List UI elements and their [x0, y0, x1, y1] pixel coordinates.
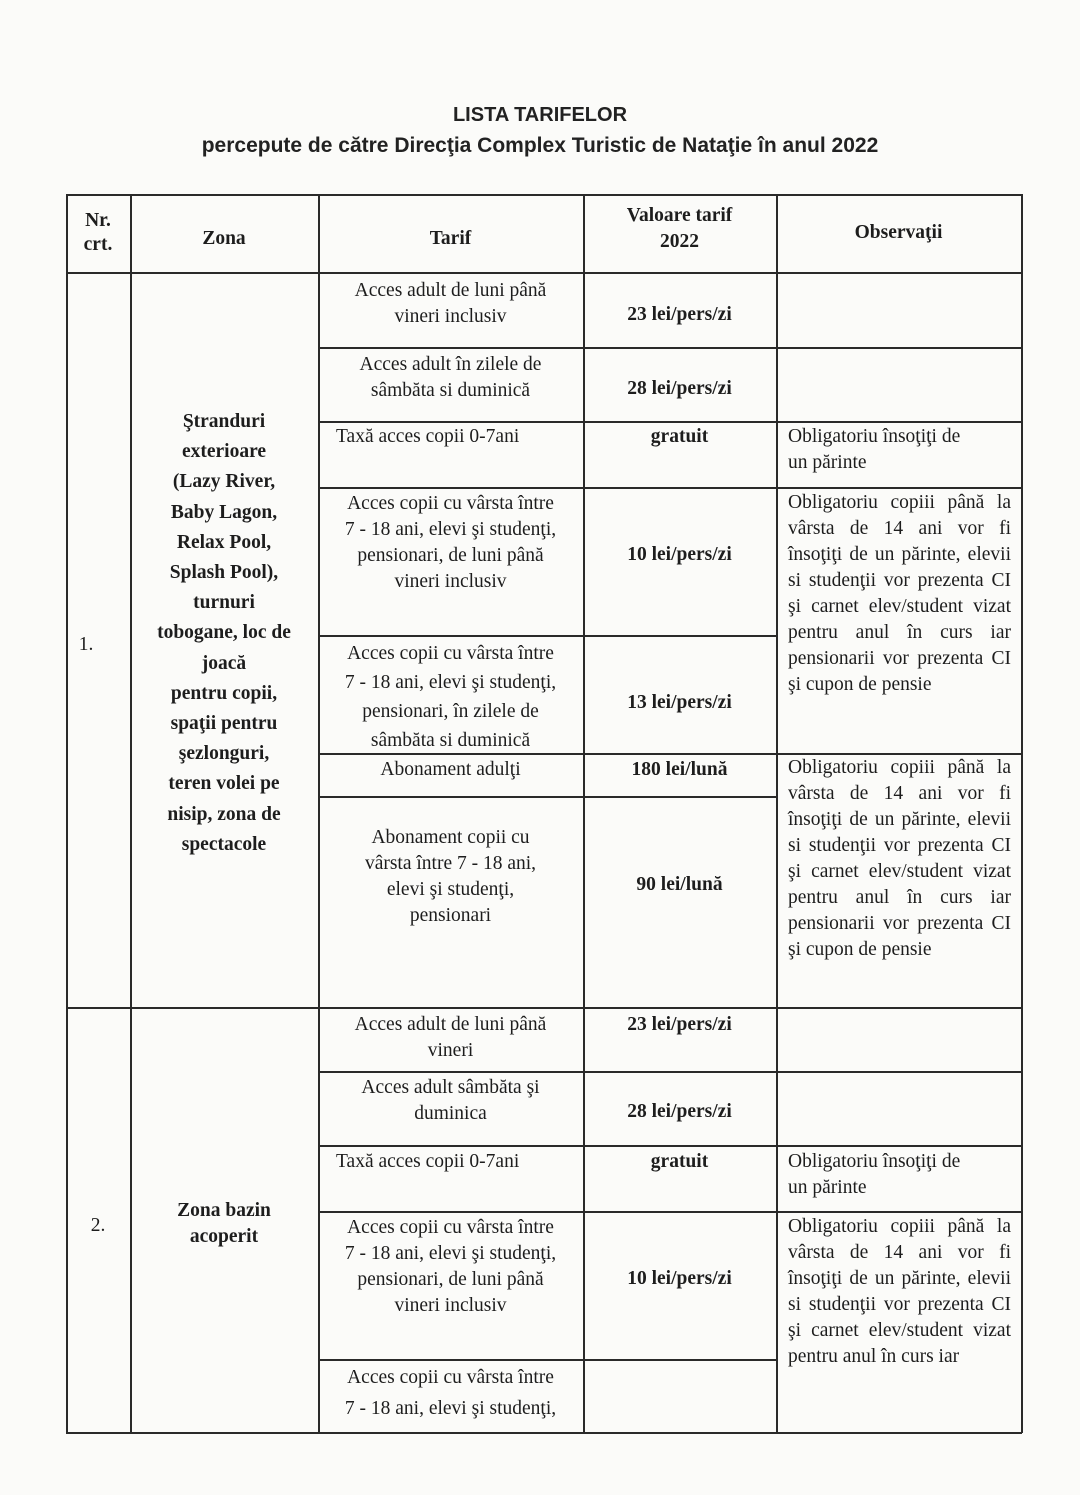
tarif-cell: Taxă acces copii 0-7ani	[336, 1151, 520, 1172]
row-line	[318, 796, 777, 798]
row-line	[318, 421, 1022, 423]
value-cell: gratuit	[650, 426, 709, 447]
zone-name-1: Ştranduri exterioare (Lazy River, Baby Lagon, Relax Pool, Splash Pool), turnuri tobogane, loc de joacă pentru copii, spaţii pentru şezlonguri, teren volei pe nisip, zona de spectacole	[157, 411, 291, 855]
header-tarif: Tarif	[429, 228, 472, 249]
value-cell: 10 lei/pers/zi	[627, 1268, 732, 1289]
observation-cell: Obligatoriu însoţiţi de un părinte	[788, 426, 961, 473]
header-nr: Nr. crt.	[83, 210, 113, 255]
header-observatii: Observaţii	[854, 222, 943, 243]
row-line	[318, 1359, 777, 1361]
value-cell: 23 lei/pers/zi	[627, 1014, 732, 1035]
value-cell: 180 lei/lună	[631, 759, 728, 780]
tarif-cell: Acces adult de luni până vineri inclusiv	[354, 280, 547, 327]
row-number-1: 1.	[78, 634, 94, 655]
observation-cell: Obligatoriu însoţiţi de un părinte	[788, 1151, 961, 1198]
tarif-cell: Acces adult sâmbăta şi duminica	[361, 1077, 540, 1124]
tarif-cell: Acces adult de luni până vineri	[354, 1014, 547, 1061]
header-zona: Zona	[202, 228, 246, 249]
col-line-left	[66, 194, 68, 1433]
header-valoare: Valoare tarif 2022	[626, 205, 733, 252]
row-line	[318, 1145, 1022, 1147]
row-line	[318, 1211, 1022, 1213]
row-line	[318, 635, 777, 637]
tarif-cell: Acces copii cu vârsta între 7 - 18 ani, elevi şi studenţi, pensionari, de luni până vineri inclusiv	[344, 1217, 557, 1316]
value-cell: 23 lei/pers/zi	[627, 304, 732, 325]
table-border-bottom	[66, 1432, 1022, 1434]
tarif-cell: Acces adult în zilele de sâmbăta si duminică	[359, 354, 542, 401]
value-cell: 10 lei/pers/zi	[627, 544, 732, 565]
value-cell: 90 lei/lună	[636, 874, 723, 895]
value-cell: 28 lei/pers/zi	[627, 1101, 732, 1122]
value-cell: 13 lei/pers/zi	[627, 692, 732, 713]
row-line	[318, 487, 1022, 489]
col-line-right	[1021, 194, 1023, 1433]
document-subtitle: percepute de către Direcţia Complex Turistic de Nataţie în anul 2022	[201, 134, 879, 157]
tarif-cell: Abonament adulţi	[380, 759, 521, 780]
tarif-cell: Abonament copii cu vârsta între 7 - 18 ani, elevi şi studenţi, pensionari	[364, 827, 537, 926]
document-title: LISTA TARIFELOR	[452, 104, 628, 126]
section-divider	[66, 1007, 1022, 1009]
observation-cell: Obligatoriu copiii până la vârsta de 14 ani vor fi însoţiţi de un părinte, elevii si studenţii vor prezenta CI şi carnet elev/student vizat pentru anul în curs iar pensionarii vor prezenta CI şi cupon de pensie	[788, 492, 1011, 695]
tarif-cell: Taxă acces copii 0-7ani	[336, 426, 520, 447]
value-cell: 28 lei/pers/zi	[627, 378, 732, 399]
zone-name-2: Zona bazin acoperit	[177, 1200, 271, 1247]
value-cell: gratuit	[650, 1151, 709, 1172]
tarif-cell: Acces copii cu vârsta între 7 - 18 ani, elevi şi studenţi, pensionari, în zilele de sâmbăta si duminică	[344, 643, 557, 751]
observation-cell: Obligatoriu copiii până la vârsta de 14 ani vor fi însoţiţi de un părinte, elevii si studenţii vor prezenta CI şi carnet elev/student vizat pentru anul în curs iar pensionarii vor prezenta CI şi cupon de pensie	[788, 757, 1011, 960]
tarif-cell: Acces copii cu vârsta între 7 - 18 ani, elevi şi studenţi, pensionari, de luni până vineri inclusiv	[344, 493, 557, 592]
row-line	[318, 1071, 1022, 1073]
row-line	[318, 347, 1022, 349]
row-number-2: 2.	[90, 1215, 106, 1236]
tarif-cell: Acces copii cu vârsta între 7 - 18 ani, elevi şi studenţi,	[344, 1367, 557, 1419]
observation-cell: Obligatoriu copiii până la vârsta de 14 ani vor fi însoţiţi de un părinte, elevii si studenţii vor prezenta CI şi carnet elev/student vizat pentru anul în curs iar	[788, 1216, 1011, 1367]
